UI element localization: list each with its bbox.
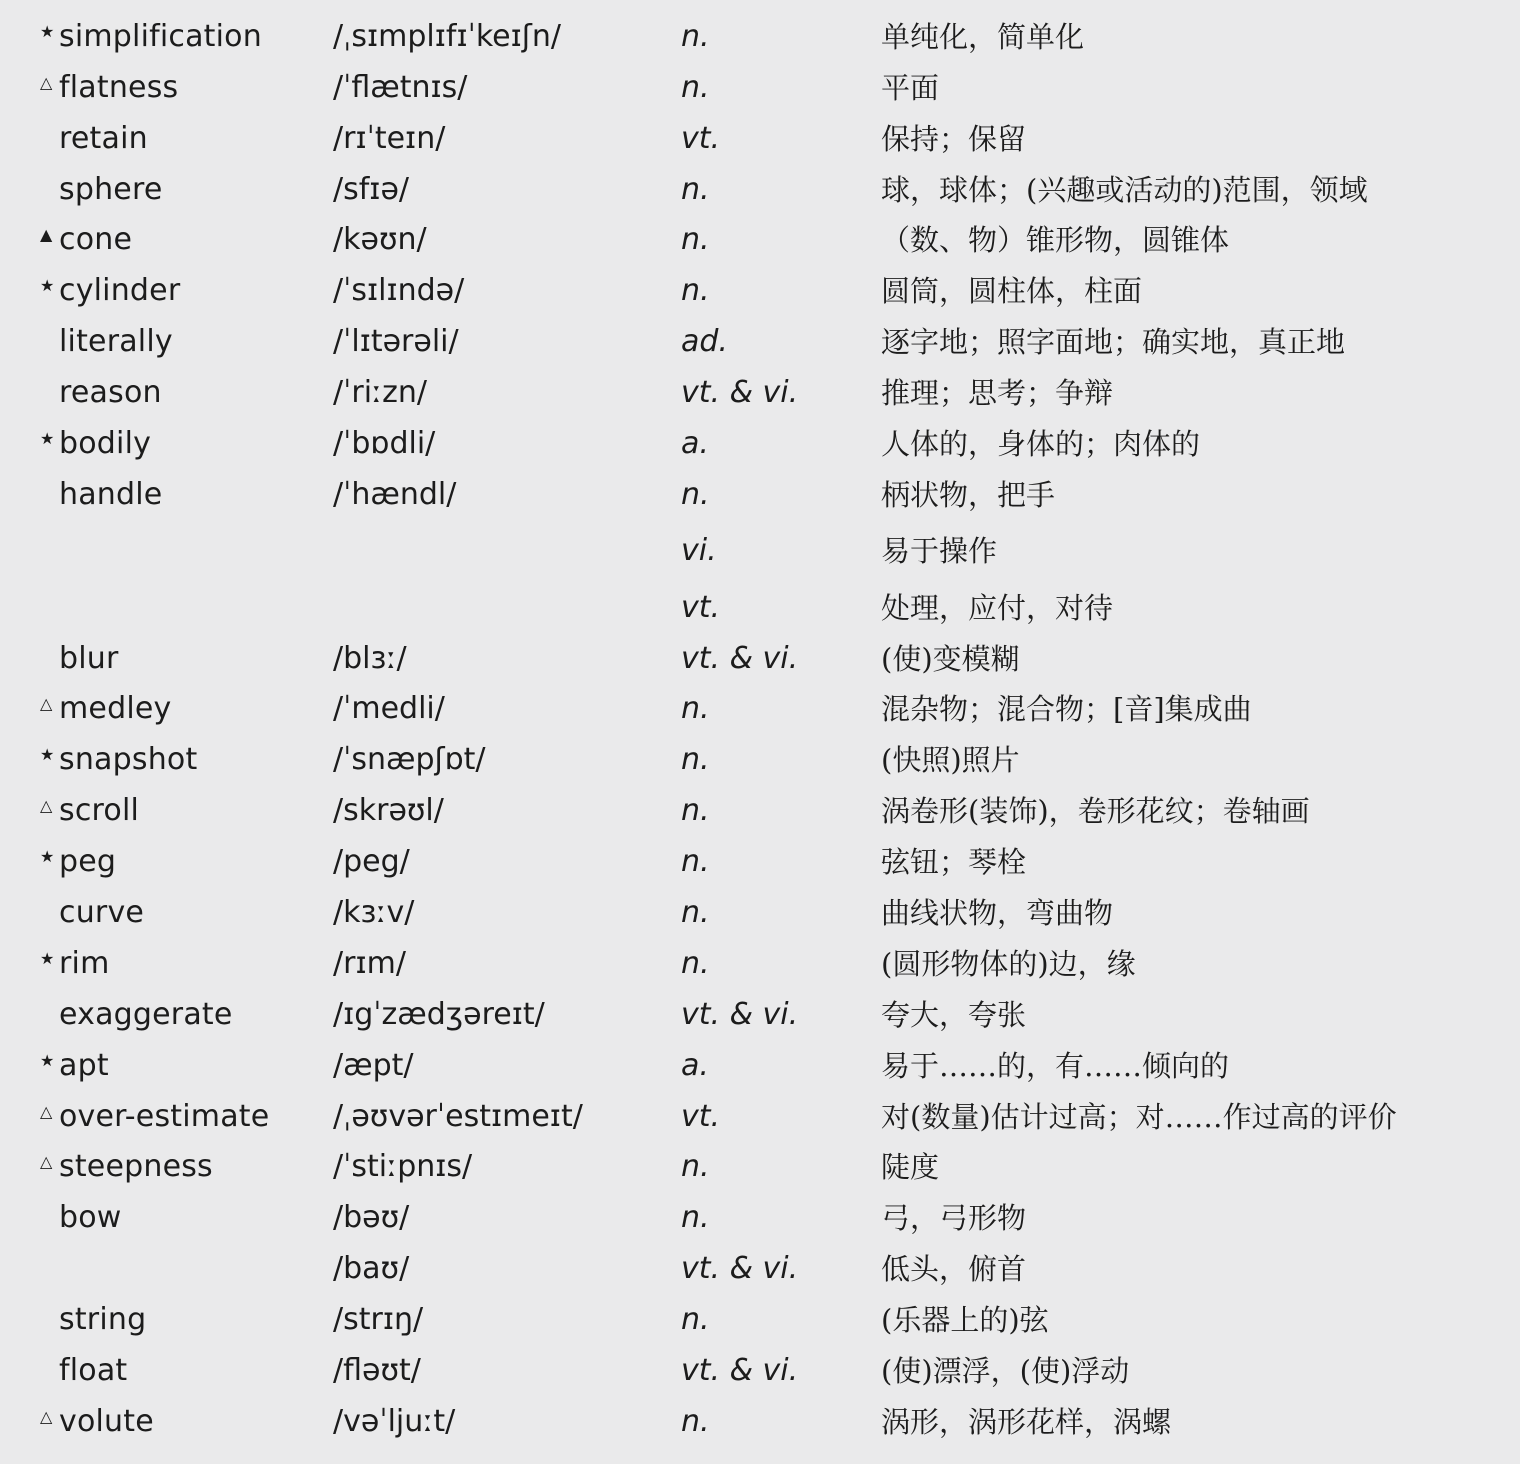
part-of-speech: n. xyxy=(681,946,710,981)
importance-mark: ★ xyxy=(40,22,55,41)
part-of-speech: n. xyxy=(681,273,710,308)
part-of-speech: n. xyxy=(681,172,710,207)
vocab-row xyxy=(0,419,1520,469)
part-of-speech: n. xyxy=(681,70,710,105)
chinese-definition: 涡卷形(装饰)，卷形花纹；卷轴画 xyxy=(881,794,1310,828)
chinese-definition: 弦钮；琴栓 xyxy=(881,845,1027,879)
chinese-definition: 推理；思考；争辩 xyxy=(881,376,1114,410)
chinese-definition: 圆筒，圆柱体，柱面 xyxy=(881,274,1143,308)
importance-mark xyxy=(40,1244,58,1294)
importance-mark xyxy=(40,634,58,684)
headword: medley xyxy=(59,691,172,726)
chinese-definition: 平面 xyxy=(881,71,940,105)
vocab-row xyxy=(0,735,1520,785)
vocab-row xyxy=(0,1092,1520,1142)
importance-mark: △ xyxy=(40,796,53,815)
vocab-row xyxy=(0,1193,1520,1243)
chinese-definition: 球，球体；(兴趣或活动的)范围，领域 xyxy=(881,173,1368,207)
vocab-row xyxy=(0,1041,1520,1091)
headword: string xyxy=(59,1302,147,1337)
part-of-speech: n. xyxy=(681,1149,710,1184)
headword: cylinder xyxy=(59,273,181,308)
importance-mark: △ xyxy=(40,1152,53,1171)
part-of-speech: n. xyxy=(681,19,710,54)
phonetic-transcription: /ˌəʊvərˈestɪmeɪt/ xyxy=(333,1099,583,1134)
vocab-row xyxy=(0,114,1520,164)
vocab-row xyxy=(0,526,1520,576)
chinese-definition: 弓，弓形物 xyxy=(881,1201,1027,1235)
part-of-speech: n. xyxy=(681,691,710,726)
importance-mark xyxy=(40,317,58,367)
phonetic-transcription: /rɪˈteɪn/ xyxy=(333,121,446,156)
phonetic-transcription: /ˈsɪlɪndə/ xyxy=(333,273,465,308)
vocab-row xyxy=(0,1244,1520,1294)
phonetic-transcription: /kɜːv/ xyxy=(333,895,415,930)
part-of-speech: vt. & vi. xyxy=(681,375,799,410)
part-of-speech: vt. & vi. xyxy=(681,641,799,676)
part-of-speech: vt. & vi. xyxy=(681,1353,799,1388)
headword: volute xyxy=(59,1404,154,1439)
part-of-speech: vt. xyxy=(681,121,721,156)
headword: sphere xyxy=(59,172,163,207)
vocab-row xyxy=(0,470,1520,520)
chinese-definition: 逐字地；照字面地；确实地，真正地 xyxy=(881,325,1346,359)
chinese-definition: 夸大，夸张 xyxy=(881,998,1027,1032)
headword: snapshot xyxy=(59,742,198,777)
part-of-speech: ad. xyxy=(681,324,728,359)
headword: scroll xyxy=(59,793,140,828)
vocab-row xyxy=(0,1346,1520,1396)
phonetic-transcription: /blɜː/ xyxy=(333,641,407,676)
chinese-definition: （数、物）锥形物，圆锥体 xyxy=(881,223,1230,257)
part-of-speech: n. xyxy=(681,1404,710,1439)
phonetic-transcription: /ˈflætnɪs/ xyxy=(333,70,468,105)
phonetic-transcription: /fləʊt/ xyxy=(333,1353,421,1388)
headword: peg xyxy=(59,844,117,879)
part-of-speech: vt. xyxy=(681,590,721,625)
part-of-speech: n. xyxy=(681,895,710,930)
part-of-speech: n. xyxy=(681,793,710,828)
importance-mark xyxy=(40,1346,58,1396)
phonetic-transcription: /baʊ/ xyxy=(333,1251,410,1286)
vocab-row xyxy=(0,1142,1520,1192)
headword: curve xyxy=(59,895,145,930)
phonetic-transcription: /ˈlɪtərəli/ xyxy=(333,324,459,359)
phonetic-transcription: /ˈstiːpnɪs/ xyxy=(333,1149,473,1184)
phonetic-transcription: /strɪŋ/ xyxy=(333,1302,424,1337)
vocab-row xyxy=(0,165,1520,215)
importance-mark xyxy=(40,1295,58,1345)
vocab-row xyxy=(0,12,1520,62)
vocab-row xyxy=(0,634,1520,684)
phonetic-transcription: /ˈbɒdli/ xyxy=(333,426,436,461)
headword: over-estimate xyxy=(59,1099,270,1134)
chinese-definition: 保持；保留 xyxy=(881,122,1027,156)
vocab-row xyxy=(0,215,1520,265)
vocab-row xyxy=(0,63,1520,113)
chinese-definition: 易于……的，有……倾向的 xyxy=(881,1049,1230,1083)
importance-mark: △ xyxy=(40,1102,53,1121)
part-of-speech: vi. xyxy=(681,533,717,568)
importance-mark: ★ xyxy=(40,745,55,764)
vocab-row xyxy=(0,583,1520,633)
importance-mark xyxy=(40,888,58,938)
part-of-speech: n. xyxy=(681,1302,710,1337)
phonetic-transcription: /ˈriːzn/ xyxy=(333,375,427,410)
part-of-speech: n. xyxy=(681,477,710,512)
part-of-speech: a. xyxy=(681,426,709,461)
vocab-row xyxy=(0,1397,1520,1447)
headword: cone xyxy=(59,222,133,257)
part-of-speech: n. xyxy=(681,222,710,257)
headword: apt xyxy=(59,1048,109,1083)
phonetic-transcription: /ˈhændl/ xyxy=(333,477,457,512)
importance-mark: ★ xyxy=(40,1051,55,1070)
vocab-row xyxy=(0,837,1520,887)
headword: bow xyxy=(59,1200,122,1235)
part-of-speech: a. xyxy=(681,1048,709,1083)
headword: simplification xyxy=(59,19,262,54)
importance-mark xyxy=(40,470,58,520)
importance-mark: ★ xyxy=(40,949,55,968)
phonetic-transcription: /peg/ xyxy=(333,844,410,879)
phonetic-transcription: /skrəʊl/ xyxy=(333,793,444,828)
chinese-definition: (快照)照片 xyxy=(881,743,1020,777)
headword: bodily xyxy=(59,426,152,461)
phonetic-transcription: /ˌsɪmplɪfɪˈkeɪʃn/ xyxy=(333,19,561,54)
vocab-row xyxy=(0,786,1520,836)
importance-mark xyxy=(40,990,58,1040)
phonetic-transcription: /kəʊn/ xyxy=(333,222,427,257)
vocab-row xyxy=(0,888,1520,938)
chinese-definition: 柄状物，把手 xyxy=(881,478,1056,512)
chinese-definition: 涡形，涡形花样，涡螺 xyxy=(881,1405,1172,1439)
importance-mark: ▲ xyxy=(40,225,53,244)
phonetic-transcription: /ɪgˈzædʒəreɪt/ xyxy=(333,997,545,1032)
importance-mark: △ xyxy=(40,73,53,92)
phonetic-transcription: /ˈmedli/ xyxy=(333,691,445,726)
importance-mark: ★ xyxy=(40,429,55,448)
importance-mark: ★ xyxy=(40,847,55,866)
vocab-row xyxy=(0,317,1520,367)
phonetic-transcription: /æpt/ xyxy=(333,1048,414,1083)
vocab-row xyxy=(0,368,1520,418)
vocab-row xyxy=(0,684,1520,734)
importance-mark: △ xyxy=(40,694,53,713)
phonetic-transcription: /vəˈljuːt/ xyxy=(333,1404,456,1439)
headword: rim xyxy=(59,946,110,981)
chinese-definition: 对(数量)估计过高；对……作过高的评价 xyxy=(881,1100,1397,1134)
part-of-speech: n. xyxy=(681,742,710,777)
part-of-speech: n. xyxy=(681,844,710,879)
importance-mark xyxy=(40,526,58,576)
part-of-speech: vt. xyxy=(681,1099,721,1134)
phonetic-transcription: /sfɪə/ xyxy=(333,172,410,207)
part-of-speech: n. xyxy=(681,1200,710,1235)
importance-mark xyxy=(40,165,58,215)
chinese-definition: 低头，俯首 xyxy=(881,1252,1027,1286)
chinese-definition: (圆形物体的)边，缘 xyxy=(881,947,1136,981)
importance-mark xyxy=(40,114,58,164)
chinese-definition: 曲线状物，弯曲物 xyxy=(881,896,1114,930)
chinese-definition: 混杂物；混合物；[音]集成曲 xyxy=(881,692,1252,726)
part-of-speech: vt. & vi. xyxy=(681,1251,799,1286)
headword: literally xyxy=(59,324,173,359)
vocab-row xyxy=(0,990,1520,1040)
chinese-definition: 单纯化，简单化 xyxy=(881,20,1085,54)
chinese-definition: (乐器上的)弦 xyxy=(881,1303,1049,1337)
headword: float xyxy=(59,1353,128,1388)
chinese-definition: 处理，应付，对待 xyxy=(881,591,1114,625)
phonetic-transcription: /ˈsnæpʃɒt/ xyxy=(333,742,486,777)
part-of-speech: vt. & vi. xyxy=(681,997,799,1032)
importance-mark: ★ xyxy=(40,276,55,295)
headword: steepness xyxy=(59,1149,213,1184)
phonetic-transcription: /rɪm/ xyxy=(333,946,406,981)
chinese-definition: 人体的，身体的；肉体的 xyxy=(881,427,1201,461)
headword: exaggerate xyxy=(59,997,233,1032)
headword: handle xyxy=(59,477,163,512)
headword: blur xyxy=(59,641,119,676)
chinese-definition: (使)变模糊 xyxy=(881,642,1020,676)
chinese-definition: (使)漂浮，(使)浮动 xyxy=(881,1354,1130,1388)
importance-mark xyxy=(40,368,58,418)
importance-mark: △ xyxy=(40,1407,53,1426)
phonetic-transcription: /bəʊ/ xyxy=(333,1200,410,1235)
vocab-row xyxy=(0,1295,1520,1345)
vocab-row xyxy=(0,266,1520,316)
importance-mark xyxy=(40,583,58,633)
headword: retain xyxy=(59,121,148,156)
importance-mark xyxy=(40,1193,58,1243)
headword: flatness xyxy=(59,70,179,105)
headword: reason xyxy=(59,375,162,410)
chinese-definition: 易于操作 xyxy=(881,534,998,568)
vocab-row xyxy=(0,939,1520,989)
chinese-definition: 陡度 xyxy=(881,1150,940,1184)
